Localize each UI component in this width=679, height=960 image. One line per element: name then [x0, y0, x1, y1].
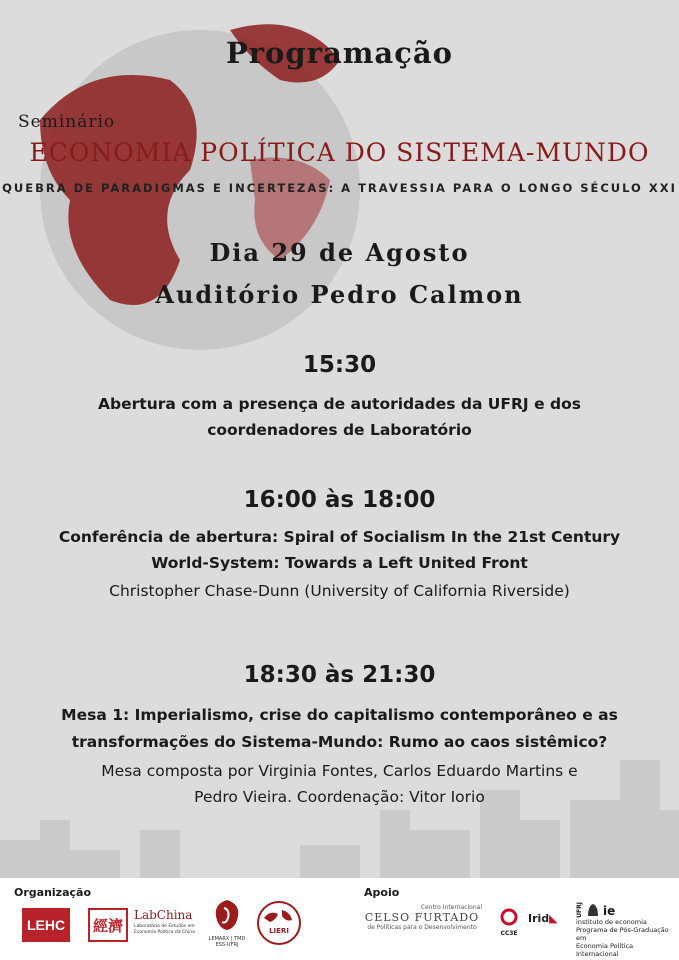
cc3e-logo: CC3E — [496, 908, 522, 937]
lehc-logo: LEHC — [22, 908, 70, 942]
session-desc-line: transformações do Sistema-Mundo: Rumo ao caos sistêmico? — [71, 733, 608, 751]
lieri-logo: LIERI — [256, 900, 302, 946]
programacao-heading: Programação — [225, 36, 454, 70]
session-desc-line: World-System: Towards a Left United Front — [151, 554, 528, 572]
panel-members-line: Mesa composta por Virginia Fontes, Carlos Eduardo Martins e — [101, 762, 578, 780]
session-desc-line: Abertura com a presença de autoridades da UFRJ e dos — [98, 395, 581, 413]
apoio-label: Apoio — [364, 886, 400, 899]
labchina-subtitle: Laboratório de Estudos em Economia Política da China — [134, 924, 195, 935]
session-time: 15:30 — [302, 352, 377, 378]
panel-members-line: Pedro Vieira. Coordenação: Vitor Iorio — [194, 788, 485, 806]
ie-ufrj-logo: UFRJ ie instituto de economia Programa de Pós-Graduação em Economia Política Internacional — [576, 902, 669, 958]
celso-furtado-logo: Centro Internacional CELSO FURTADO de Políticas para o Desenvolvimento — [364, 904, 482, 931]
session-desc-line: coordenadores de Laboratório — [207, 421, 472, 439]
seminar-tagline: QUEBRA DE PARADIGMAS E INCERTEZAS: A TRAVESSIA PARA O LONGO SÉCULO XXI — [2, 181, 677, 195]
lemarx-logo: LEMARX | TMD ESS-UFRJ — [208, 898, 246, 948]
labchina-logo: 經濟 — [88, 908, 128, 942]
seminar-title: ECONOMIA POLÍTICA DO SISTEMA-MUNDO — [29, 138, 650, 167]
labchina-name: LabChina — [134, 908, 193, 922]
ring-icon — [500, 908, 518, 926]
helmet-icon — [586, 902, 600, 918]
session-desc-line: Mesa 1: Imperialismo, crise do capitalismo contemporâneo e as — [61, 706, 618, 724]
session-time: 18:30 às 21:30 — [243, 662, 436, 688]
session-time: 16:00 às 18:00 — [243, 487, 436, 513]
lemarx-emblem-icon — [212, 898, 242, 932]
organizacao-label: Organização — [14, 886, 91, 899]
event-day: Dia 29 de Agosto — [209, 238, 470, 267]
irid-logo: Irid◣ — [528, 912, 558, 925]
globe-icon — [256, 900, 302, 946]
speaker-line: Christopher Chase-Dunn (University of California Riverside) — [109, 582, 570, 600]
session-desc-line: Conferência de abertura: Spiral of Socialism In the 21st Century — [58, 528, 621, 546]
sponsor-footer — [0, 878, 679, 960]
event-venue: Auditório Pedro Calmon — [155, 280, 524, 309]
seminario-label: Seminário — [18, 112, 116, 132]
